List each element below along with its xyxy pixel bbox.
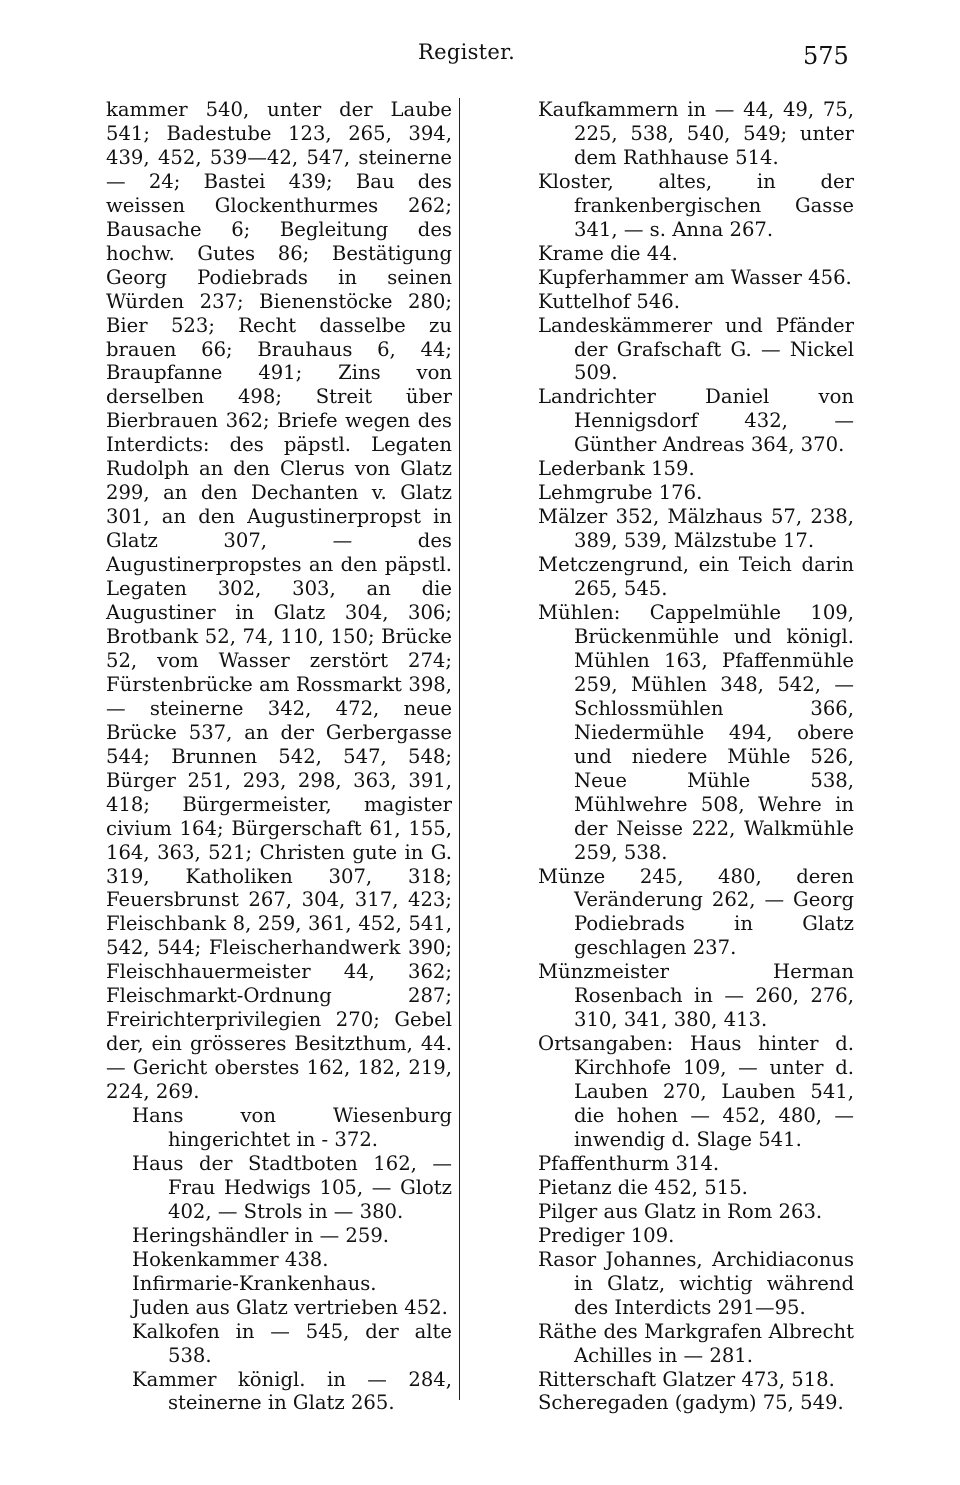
index-subentry: Infirmarie-Krankenhaus.	[132, 1271, 377, 1295]
page-header	[0, 40, 960, 80]
index-subentry: Heringshändler in — 259.	[132, 1223, 390, 1247]
index-entry: Ortsangaben: Haus hinter d. Kirchhofe 109, — unter d. Lauben 270, Lauben 541, die hohen — 452, 480, — inwendig d. Slage 541.	[538, 1032, 854, 1151]
index-entry: Scheregaden (gadym) 75, 549.	[538, 1391, 844, 1415]
index-entry: Landrichter Daniel von Hennigsdorf 432, — Günther Andreas 364, 370.	[538, 385, 854, 457]
index-entry: Ritterschaft Glatzer 473, 518.	[538, 1367, 835, 1391]
index-subentry: Haus der Stadtboten 162, — Frau Hedwigs 105, — Glotz 402, — Strols in — 380.	[132, 1151, 452, 1223]
continued-entry: kammer 540, unter der Laube 541; Badestube 123, 265, 394, 439, 452, 539—42, 547, steinerne — 24; Bastei 439; Bau des weissen Glockenthurmes 262; Bausache 6; Begleitung des hochw. Gutes 86; Bestätigung Georg Podiebrads in seinen Würden 237; Bienenstöcke 280; Bier 523; Recht dasselbe zu brauen 66; Brauhaus 6, 44; Braupfanne 491; Zins von derselben 498; Streit über Bierbrauen 362; Briefe wegen des Interdicts: des päpstl. Legaten Rudolph an den Clerus von Glatz 299, an den Dechanten v. Glatz 301, an den Augustinerpropst in Glatz 307, — des Augustinerpropstes an den päpstl. Legaten 302, 303, an die Augustiner in Glatz 304, 306; Brotbank 52, 74, 110, 150; Brücke 52, vom Wasser zerstört 274; Fürstenbrücke am Rossmarkt 398, — steinerne 342, 472, neue Brücke 537, an der Gerbergasse 544; Brunnen 542, 547, 548; Bürger 251, 293, 298, 363, 391, 418; Bürgermeister, magister civium 164; Bürgerschaft 61, 155, 164, 363, 521; Christen gute in G. 319, Katholiken 307, 318; Feuersbrunst 267, 304, 317, 423; Fleischbank 8, 259, 361, 452, 541, 542, 544; Fleischerhandwerk 390; Fleischhauermeister 44, 362; Fleischmarkt-Ordnung 287; Freirichterprivilegien 270; Gebel der, ein grösseres Besitzthum, 44. — Gericht oberstes 162, 182, 219, 224, 269.	[106, 98, 452, 1104]
right-column	[538, 98, 854, 1415]
index-entry: Rasor Johannes, Archidiaconus in Glatz, wichtig während des Interdicts 291—95.	[538, 1247, 854, 1319]
index-subentry: Kalkofen in — 545, der alte 538.	[132, 1319, 452, 1367]
index-entry: Lederbank 159.	[538, 457, 695, 481]
page-number: 575	[803, 42, 849, 70]
index-entry: Prediger 109.	[538, 1223, 675, 1247]
index-entry: Krame die 44.	[538, 241, 678, 265]
index-entry: Kaufkammern in — 44, 49, 75, 225, 538, 540, 549; unter dem Rathhause 514.	[538, 98, 854, 169]
index-subentry: Kammer königl. in — 284, steinerne in Glatz 265.	[132, 1367, 452, 1415]
index-entry: Pilger aus Glatz in Rom 263.	[538, 1199, 823, 1223]
index-entry: Lehmgrube 176.	[538, 481, 703, 505]
left-column	[106, 98, 452, 1415]
running-title: Register.	[418, 40, 516, 64]
index-entry: Pfaffenthurm 314.	[538, 1151, 720, 1175]
index-entry: Räthe des Markgrafen Albrecht Achilles in — 281.	[538, 1319, 854, 1367]
index-entry: Mühlen: Cappelmühle 109, Brückenmühle und königl. Mühlen 163, Pfaffenmühle 259, Mühlen 348, 542, — Schlossmühlen 366, Niedermühle 494, obere und niedere Mühle 526, Neue Mühle 538, Mühlwehre 508, Wehre in der Neisse 222, Walkmühle 259, 538.	[538, 601, 854, 864]
index-entry: Landeskämmerer und Pfänder der Grafschaft G. — Nickel 509.	[538, 313, 854, 385]
index-entry: Münzmeister Herman Rosenbach in — 260, 276, 310, 341, 380, 413.	[538, 960, 854, 1032]
index-entry: Pietanz die 452, 515.	[538, 1175, 748, 1199]
index-entry: Mälzer 352, Mälzhaus 57, 238, 389, 539, Mälzstube 17.	[538, 505, 854, 553]
index-entry: Kloster, altes, in der frankenbergischen Gasse 341, — s. Anna 267.	[538, 169, 854, 241]
index-subentry: Hans von Wiesenburg hingerichtet in - 372.	[132, 1104, 452, 1151]
index-subentry: Hokenkammer 438.	[132, 1247, 329, 1271]
column-divider	[459, 98, 460, 1400]
index-entry: Münze 245, 480, deren Veränderung 262, — Georg Podiebrads in Glatz geschlagen 237.	[538, 864, 854, 960]
index-subentry: Juden aus Glatz vertrieben 452.	[132, 1295, 448, 1319]
index-entry: Metczengrund, ein Teich darin 265, 545.	[538, 553, 854, 601]
index-entry: Kupferhammer am Wasser 456.	[538, 265, 852, 289]
index-entry: Kuttelhof 546.	[538, 289, 680, 313]
